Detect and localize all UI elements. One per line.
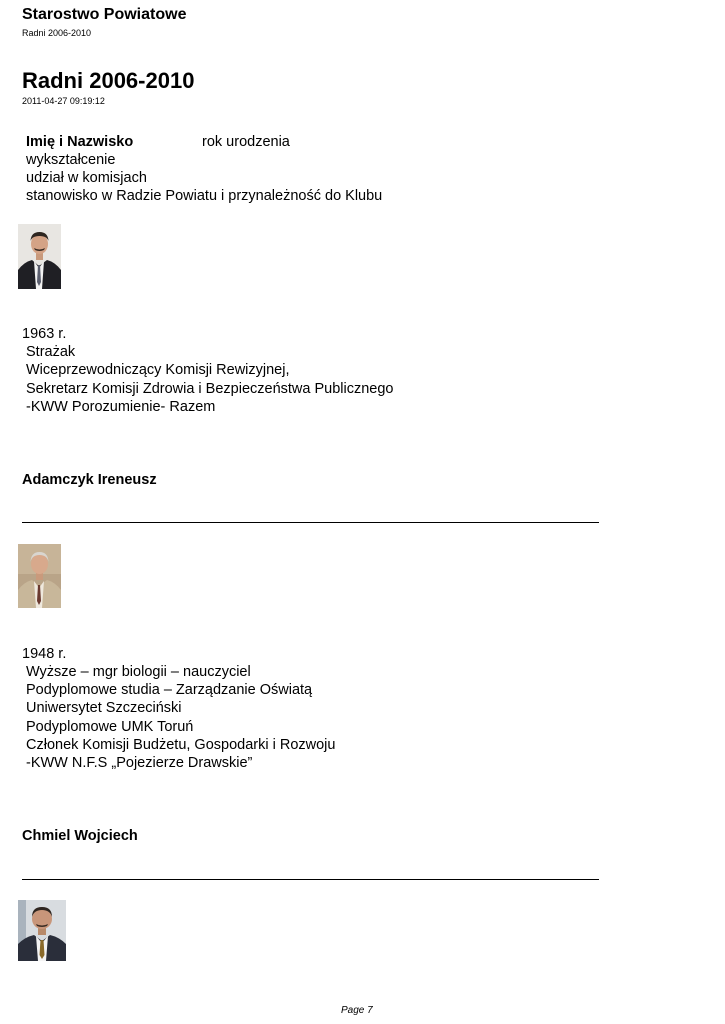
entry-line: Podyplomowe studia – Zarządzanie Oświatą bbox=[26, 682, 313, 698]
councillor-name: Adamczyk Ireneusz bbox=[22, 472, 157, 488]
councillor-photo bbox=[18, 900, 66, 961]
legend-position-label: stanowisko w Radzie Powiatu i przynależność do Klubu bbox=[26, 188, 383, 204]
councillor-photo bbox=[18, 224, 61, 289]
site-title: Starostwo Powiatowe bbox=[22, 6, 187, 23]
legend-name-label: Imię i Nazwisko bbox=[26, 134, 134, 150]
entry-line: Sekretarz Komisji Zdrowia i Bezpieczeństwa Publicznego bbox=[26, 381, 394, 397]
entry-line: -KWW Porozumienie- Razem bbox=[26, 399, 216, 415]
entry-line: -KWW N.F.S „Pojezierze Drawskie” bbox=[26, 755, 253, 771]
entry-line: Strażak bbox=[26, 344, 76, 360]
entry-line: 1963 r. bbox=[22, 326, 67, 342]
section-divider bbox=[22, 879, 599, 880]
entry-line: Uniwersytet Szczeciński bbox=[26, 700, 182, 716]
page-title: Radni 2006-2010 bbox=[22, 68, 195, 93]
entry-line: Członek Komisji Budżetu, Gospodarki i Rozwoju bbox=[26, 737, 336, 753]
entry-line: 1948 r. bbox=[22, 646, 67, 662]
councillor-photo bbox=[18, 544, 61, 608]
section-divider bbox=[22, 522, 599, 523]
councillor-name: Chmiel Wojciech bbox=[22, 828, 138, 844]
legend-education-label: wykształcenie bbox=[26, 152, 116, 168]
page-date: 2011-04-27 09:19:12 bbox=[22, 96, 105, 106]
entry-line: Podyplomowe UMK Toruń bbox=[26, 719, 194, 735]
site-subtitle: Radni 2006-2010 bbox=[22, 28, 92, 38]
page-number: Page 7 bbox=[341, 1005, 373, 1016]
entry-line: Wyższe – mgr biologii – nauczyciel bbox=[26, 664, 251, 680]
legend-year-label: rok urodzenia bbox=[202, 134, 290, 150]
entry-line: Wiceprzewodniczący Komisji Rewizyjnej, bbox=[26, 362, 290, 378]
legend-committees-label: udział w komisjach bbox=[26, 170, 147, 186]
